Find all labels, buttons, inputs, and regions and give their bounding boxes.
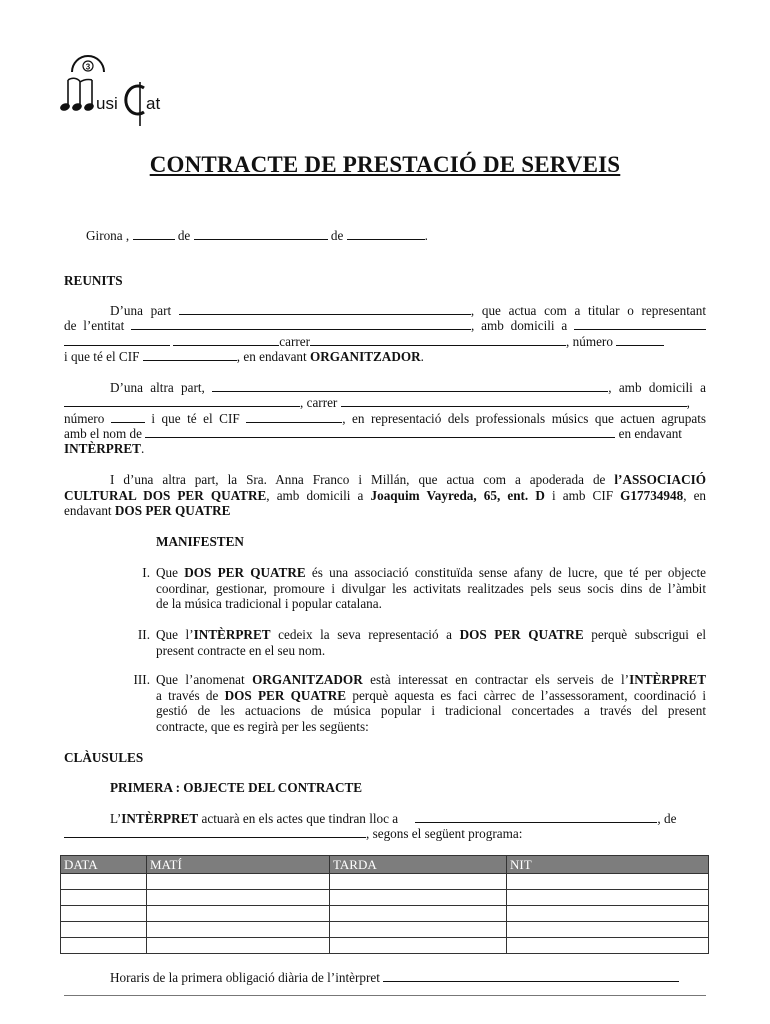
reunits-heading: REUNITS	[64, 273, 123, 288]
table-cell[interactable]	[330, 890, 507, 906]
number-blank[interactable]	[616, 334, 664, 346]
table-header-row	[61, 856, 709, 874]
program-table	[60, 855, 709, 954]
cif-blank[interactable]	[143, 349, 237, 361]
domicile-blank[interactable]	[574, 318, 706, 330]
venue-blank[interactable]	[415, 811, 657, 823]
column-header-data: DATA	[61, 856, 147, 874]
table-cell[interactable]	[330, 938, 507, 954]
text: en endavant	[618, 426, 682, 441]
text: i que té el CIF	[151, 411, 240, 426]
text: , en endavant	[236, 349, 307, 364]
party2-domicile-blank[interactable]	[64, 395, 300, 407]
association-address: Joaquim Vayreda, 65, ent. D	[370, 488, 545, 503]
item-number: I.	[142, 565, 150, 580]
horaris-blank-line-2[interactable]	[64, 995, 706, 996]
text: Que	[156, 565, 178, 580]
association-cif: G17734948	[620, 488, 684, 503]
city-blank-2[interactable]	[173, 334, 279, 346]
manifesten-heading: MANIFESTEN	[156, 534, 244, 549]
item-line: gestió de les actuacions de música popular i tradicional concertades a través del present	[156, 703, 706, 719]
item-number: II.	[137, 627, 150, 642]
column-header-nit: NIT	[507, 856, 709, 874]
reunits-p2-line1	[64, 380, 706, 396]
text: cedeix la seva representació a	[278, 627, 452, 642]
item-number: III.	[133, 672, 150, 687]
text: , en representació dels professionals músics que actuen agrupats	[342, 411, 707, 426]
reunits-p2-line4	[64, 426, 706, 442]
table-cell[interactable]	[147, 874, 330, 890]
text: DOS PER QUATRE	[184, 565, 306, 580]
table-row	[61, 874, 709, 890]
reunits-p2-line3	[64, 411, 706, 427]
text: amb el nom de	[64, 426, 143, 441]
party2-cif-blank[interactable]	[246, 411, 342, 423]
table-cell[interactable]	[330, 874, 507, 890]
table-cell[interactable]	[507, 890, 709, 906]
text: , segons el següent programa:	[366, 826, 523, 841]
text: D’una part	[110, 303, 172, 318]
primera-line1	[64, 811, 706, 827]
text: DOS PER QUATRE	[224, 687, 347, 703]
musicat-logo	[60, 50, 190, 130]
organitzador-term: ORGANITZADOR	[309, 349, 421, 364]
text: .	[420, 349, 424, 364]
text: carrer	[279, 334, 311, 349]
manifest-item-3	[133, 672, 707, 734]
reunits-p1-line2	[64, 318, 706, 334]
manifest-item-2	[137, 627, 707, 658]
text: , número	[566, 334, 613, 349]
table-cell[interactable]	[61, 938, 147, 954]
text: , amb domicili a	[471, 318, 568, 333]
text: , de	[657, 811, 677, 826]
text: .	[140, 441, 145, 456]
text: actuarà en els actes que tindran lloc a	[201, 811, 399, 826]
item-line	[156, 688, 706, 704]
item-line: coordinar, gestionar, promoure i divulgar les activitats realitzades pels seus socis dins de l’àmbit	[156, 580, 706, 596]
horaris-line	[64, 970, 706, 986]
table-cell[interactable]	[61, 906, 147, 922]
group-name-blank[interactable]	[145, 426, 615, 438]
entity-blank[interactable]	[131, 318, 471, 330]
column-header-tarda: TARDA	[330, 856, 507, 874]
table-row	[61, 938, 709, 954]
text: , amb domicili a	[608, 380, 707, 395]
document-title: CONTRACTE DE PRESTACIÓ DE SERVEIS	[149, 152, 621, 177]
text: INTÈRPRET	[121, 811, 199, 826]
text: I d’una altra part, la Sra. Anna Franco i Millán, que actua com a apoderada de	[110, 472, 606, 487]
city-blank[interactable]	[64, 334, 170, 346]
reunits-p3-line2	[64, 488, 706, 504]
horaris-label: Horaris de la primera obligació diària de l’intèrpret	[110, 970, 380, 985]
text: perquè subscrigui el	[591, 627, 707, 642]
text: Que l’anomenat	[156, 672, 245, 687]
text: INTÈRPRET	[193, 627, 271, 642]
date-de-1: de	[177, 228, 191, 243]
table-row	[61, 922, 709, 938]
text: ORGANITZADOR	[252, 672, 363, 687]
table-cell[interactable]	[330, 922, 507, 938]
reunits-p2-line5	[64, 441, 706, 457]
table-cell[interactable]	[507, 938, 709, 954]
item-line	[156, 627, 706, 643]
horaris-blank[interactable]	[383, 970, 679, 982]
text: està interessat en contractar els serveis de l’	[370, 672, 630, 687]
text: , carrer	[300, 395, 338, 410]
table-cell[interactable]	[147, 890, 330, 906]
interpret-term: INTÈRPRET	[64, 441, 141, 456]
day-blank[interactable]	[133, 228, 175, 240]
svg-text:usi: usi	[96, 94, 118, 113]
venue-blank-2[interactable]	[64, 826, 366, 838]
year-blank[interactable]	[347, 228, 425, 240]
text: Que l’	[156, 627, 194, 642]
table-cell[interactable]	[61, 874, 147, 890]
item-line	[156, 672, 706, 688]
text: L’	[110, 811, 122, 826]
text: de l’entitat	[64, 318, 125, 333]
date-line	[86, 228, 428, 244]
text: endavant	[64, 503, 112, 518]
date-de-2: de	[330, 228, 344, 243]
reunits-p1-line3	[64, 334, 706, 350]
text: i que té el CIF	[64, 349, 140, 364]
text: és una associació constituïda sense afany de lucre, que té per objecte	[311, 565, 707, 580]
text: perquè aquesta es faci càrrec de l’assessorament, coordinació i	[352, 687, 707, 703]
table-cell[interactable]	[507, 874, 709, 890]
text: , amb domicili a	[266, 488, 364, 503]
date-city: Girona ,	[86, 228, 130, 243]
table-cell[interactable]	[330, 906, 507, 922]
text: , en	[683, 488, 707, 503]
text: INTÈRPRET	[629, 672, 707, 687]
svg-text:3: 3	[85, 62, 91, 72]
reunits-p2-line2	[64, 395, 706, 411]
date-end: .	[424, 228, 428, 243]
manifest-item-1	[142, 565, 707, 612]
item-line	[156, 565, 706, 581]
musicat-logo-image	[60, 50, 190, 130]
svg-text:at: at	[146, 94, 161, 113]
association-name: CULTURAL DOS PER QUATRE	[64, 488, 267, 503]
table-cell[interactable]	[147, 922, 330, 938]
item-line: present contracte en el seu nom.	[156, 642, 326, 658]
text: a través de	[156, 687, 219, 703]
primera-heading: PRIMERA : OBJECTE DEL CONTRACTE	[110, 780, 363, 795]
month-blank[interactable]	[194, 228, 328, 240]
clausules-heading: CLÀUSULES	[64, 750, 144, 765]
table-cell[interactable]	[61, 922, 147, 938]
table-row	[61, 890, 709, 906]
text: DOS PER QUATRE	[459, 627, 584, 642]
association-term: l’ASSOCIACIÓ	[614, 472, 706, 487]
party1-name-blank[interactable]	[179, 303, 471, 315]
text: i amb CIF	[551, 488, 614, 503]
reunits-p1-line1	[64, 303, 706, 319]
dos-per-quatre-term: DOS PER QUATRE	[114, 503, 231, 518]
table-cell[interactable]	[147, 938, 330, 954]
reunits-p3-line1	[64, 472, 706, 488]
table-cell[interactable]	[61, 890, 147, 906]
table-row	[61, 906, 709, 922]
table-cell[interactable]	[507, 906, 709, 922]
table-cell[interactable]	[507, 922, 709, 938]
street-blank[interactable]	[310, 334, 566, 346]
party2-number-blank[interactable]	[111, 411, 145, 423]
text: , que actua com a titular o representant	[470, 303, 706, 318]
item-line: de la música tradicional i popular catalana.	[156, 596, 382, 612]
item-line: contracte, que es regirà per les següents:	[156, 718, 369, 734]
party2-street-blank[interactable]	[341, 395, 687, 407]
column-header-mati: MATÍ	[147, 856, 330, 874]
table-cell[interactable]	[147, 906, 330, 922]
primera-line2	[64, 826, 706, 842]
party2-name-blank[interactable]	[212, 380, 608, 392]
reunits-p3-line3	[64, 503, 706, 519]
text: número	[64, 411, 105, 426]
reunits-p1-line4	[64, 349, 706, 365]
text: D’una altra part,	[110, 380, 205, 395]
text: ,	[686, 395, 690, 410]
